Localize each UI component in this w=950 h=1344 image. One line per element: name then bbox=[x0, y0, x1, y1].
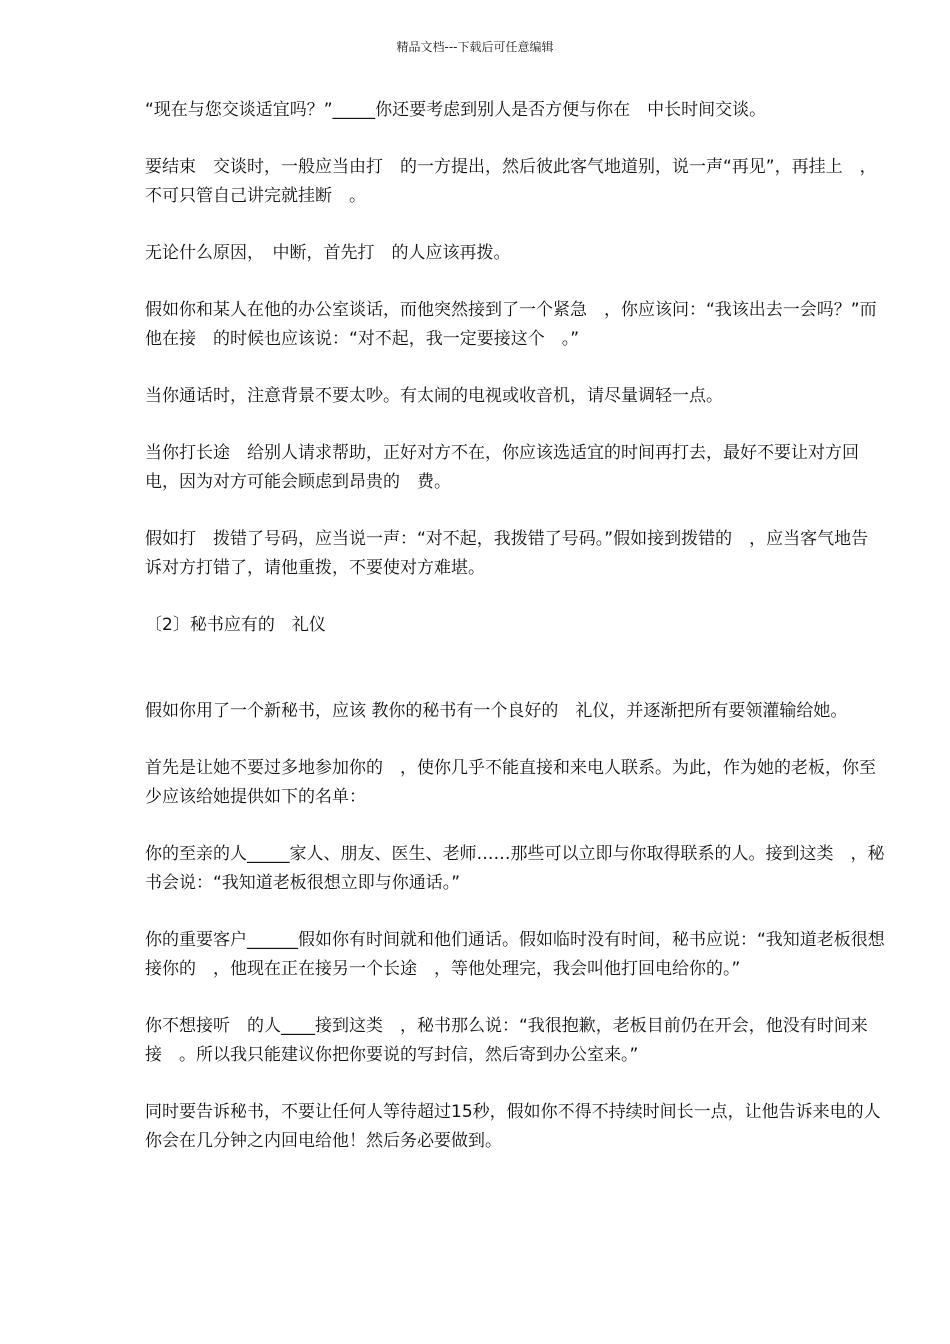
paragraph: 你的至亲的人_____家人、朋友、医生、老师……那些可以立即与你取得联系的人。接到这类 ，秘书会说：“我知道老板很想立即与你通话。” bbox=[145, 844, 885, 893]
page-header: 精品文档---下载后可任意编辑 bbox=[396, 40, 554, 54]
paragraph: 首先是让她不要过多地参加你的 ，使你几乎不能直接和来电人联系。为此，作为她的老板，你至少应该给她提供如下的名单： bbox=[145, 758, 876, 807]
paragraph: 当你通话时，注意背景不要太吵。有太闹的电视或收音机，请尽量调轻一点。 bbox=[145, 386, 723, 406]
paragraph: 你的重要客户______假如你有时间就和他们通话。假如临时没有时间，秘书应说：“我知道老板很想接你的 ，他现在正在接另一个长途 ，等他处理完，我会叫他打回电给你的。” bbox=[145, 930, 885, 979]
paragraph: 假如你用了一个新秘书，应该 教你的秘书有一个良好的 礼仪，并逐渐把所有要领灌输给她。 bbox=[145, 701, 848, 721]
paragraph: 无论什么原因， 中断，首先打 的人应该再拨。 bbox=[145, 243, 511, 263]
section-heading: 〔2〕秘书应有的 礼仪 bbox=[145, 615, 326, 635]
document-body bbox=[145, 96, 885, 1184]
paragraph: 同时要告诉秘书，不要让任何人等待超过15秒，假如你不得不持续时间长一点，让他告诉来电的人你会在几分钟之内回电给他！然后务必要做到。 bbox=[145, 1102, 881, 1151]
paragraph: 当你打长途 给别人请求帮助，正好对方不在，你应该选适宜的时间再打去，最好不要让对方回电，因为对方可能会顾虑到昂贵的 费。 bbox=[145, 443, 859, 492]
paragraph: 你不想接听 的人____接到这类 ，秘书那么说：“我很抱歉，老板目前仍在开会，他没有时间来接 。所以我只能建议你把你要说的写封信，然后寄到办公室来。” bbox=[145, 1016, 868, 1065]
paragraph: “现在与您交谈适宜吗？”_____你还要考虑到别人是否方便与你在 中长时间交谈。 bbox=[145, 100, 767, 120]
paragraph: 假如打 拨错了号码，应当说一声：“对不起，我拨错了号码。”假如接到拨错的 ，应当客气地告诉对方打错了，请他重拨，不要使对方难堪。 bbox=[145, 529, 869, 578]
paragraph: 假如你和某人在他的办公室谈话，而他突然接到了一个紧急 ，你应该问：“我该出去一会吗？”而他在接 的时候也应该说：“对不起，我一定要接这个 。” bbox=[145, 300, 877, 349]
paragraph: 要结束 交谈时，一般应当由打 的一方提出，然后彼此客气地道别，说一声“再见”，再挂上 ，不可只管自己讲完就挂断 。 bbox=[145, 157, 877, 206]
